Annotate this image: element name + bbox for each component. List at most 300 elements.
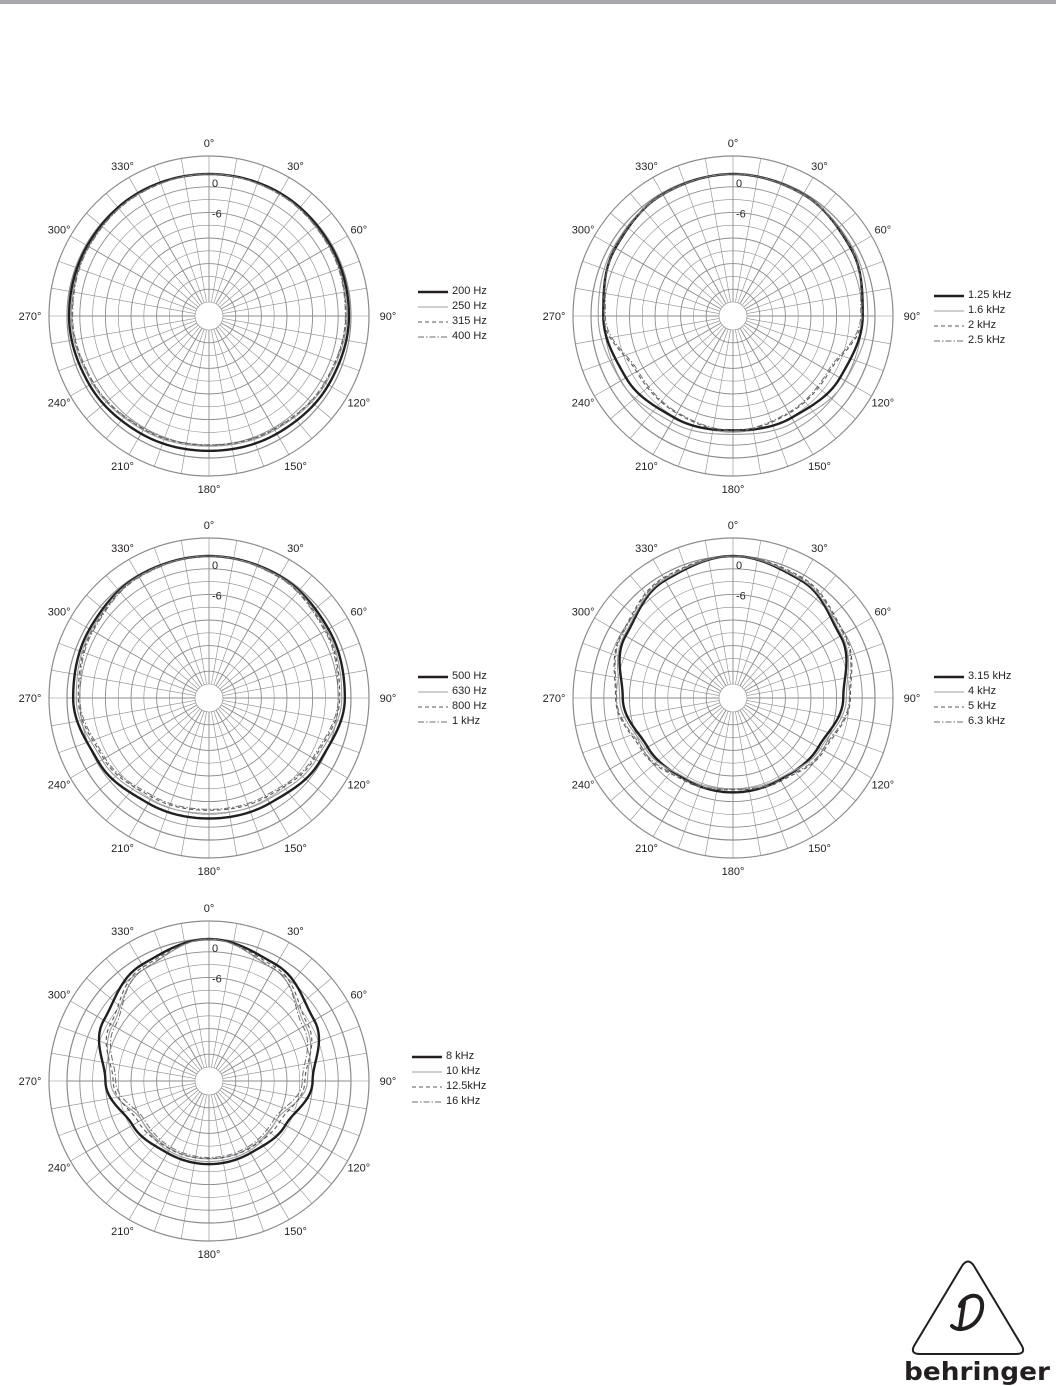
angle-label-5-300: 300° — [47, 989, 71, 1002]
legend-swatch — [418, 317, 448, 327]
grid-spoke-1-230 — [100, 325, 198, 407]
grid-spoke-2-140 — [742, 327, 824, 425]
legend-swatch — [934, 687, 964, 697]
grid-tick-2-140 — [824, 425, 836, 439]
grid-tick-5-210 — [129, 1204, 138, 1220]
grid-spoke-4-280 — [593, 673, 719, 695]
radial-label-4-1: -6 — [736, 590, 746, 603]
grid-tick-2-200 — [678, 449, 684, 466]
legend-swatch — [412, 1082, 442, 1092]
grid-tick-4-350 — [705, 540, 708, 558]
legend-label: 16 kHz — [446, 1095, 481, 1107]
grid-ring-4-0 — [719, 684, 747, 712]
angle-label-5-60: 60° — [350, 989, 368, 1002]
grid-tick-3-170 — [234, 838, 237, 856]
grid-tick-2-280 — [575, 288, 593, 291]
grid-spoke-5-50 — [220, 990, 318, 1072]
grid-spoke-4-100 — [747, 700, 873, 722]
grid-tick-5-300 — [70, 1001, 86, 1010]
radial-label-1-1: -6 — [212, 208, 222, 221]
grid-tick-1-130 — [318, 407, 332, 419]
radial-label-5-1: -6 — [212, 973, 222, 986]
angle-label-3-120: 120° — [347, 779, 371, 792]
grid-tick-5-40 — [300, 958, 312, 972]
grid-tick-3-260 — [51, 723, 69, 726]
grid-tick-1-120 — [332, 387, 348, 396]
grid-spoke-2-190 — [708, 330, 730, 456]
grid-tick-2-210 — [653, 439, 662, 455]
angle-label-3-30: 30° — [287, 543, 304, 556]
grid-spoke-1-100 — [223, 318, 349, 340]
angle-label-1-300: 300° — [47, 224, 71, 237]
legend-swatch — [418, 717, 448, 727]
grid-tick-3-250 — [59, 747, 76, 753]
angle-label-4-60: 60° — [874, 606, 892, 619]
grid-spoke-5-320 — [118, 972, 200, 1070]
grid-tick-4-220 — [630, 807, 642, 821]
legend-label: 315 Hz — [452, 315, 487, 327]
grid-tick-3-140 — [300, 807, 312, 821]
grid-tick-3-80 — [349, 670, 367, 673]
grid-tick-5-150 — [280, 1204, 289, 1220]
grid-spoke-1-80 — [223, 291, 349, 313]
top-rule — [0, 0, 1056, 4]
grid-tick-4-130 — [842, 789, 856, 801]
grid-tick-1-300 — [70, 236, 86, 245]
grid-ring-3-0 — [195, 684, 223, 712]
grid-spoke-4-130 — [744, 707, 842, 789]
grid-tick-2-150 — [804, 439, 813, 455]
legend-swatch — [934, 702, 964, 712]
grid-spoke-2-220 — [642, 327, 724, 425]
grid-spoke-1-280 — [69, 291, 195, 313]
grid-tick-1-280 — [51, 288, 69, 291]
legend-chart-5 — [412, 1049, 486, 1109]
angle-label-2-90: 90° — [903, 311, 921, 323]
legend-item-1-3 — [418, 314, 487, 329]
angle-label-1-210: 210° — [111, 460, 134, 473]
angle-label-5-210: 210° — [111, 1225, 134, 1238]
grid-tick-5-140 — [300, 1190, 312, 1204]
grid-tick-4-40 — [824, 575, 836, 589]
grid-tick-3-190 — [181, 838, 184, 856]
grid-spoke-5-350 — [184, 941, 206, 1067]
grid-tick-3-230 — [86, 789, 100, 801]
grid-spoke-3-130 — [220, 707, 318, 789]
angle-label-2-180: 180° — [721, 484, 745, 496]
grid-tick-4-160 — [782, 831, 788, 848]
grid-tick-3-300 — [70, 618, 86, 627]
polar-chart-2 — [542, 126, 921, 506]
grid-spoke-1-220 — [118, 327, 200, 425]
polar-chart-1 — [18, 126, 397, 506]
grid-tick-2-130 — [842, 407, 856, 419]
angle-label-4-270: 270° — [542, 693, 566, 705]
grid-ring-2-0 — [719, 302, 747, 330]
grid-spoke-5-10 — [211, 941, 233, 1067]
legend-item-4-2 — [934, 684, 1011, 699]
grid-tick-1-40 — [300, 193, 312, 207]
legend-swatch — [934, 717, 964, 727]
legend-label: 4 kHz — [968, 685, 997, 697]
grid-tick-1-110 — [342, 365, 359, 371]
radial-label-2-1: -6 — [736, 208, 746, 221]
grid-spoke-5-260 — [69, 1083, 195, 1105]
grid-tick-4-30 — [804, 559, 813, 575]
grid-spoke-4-50 — [744, 607, 842, 689]
angle-label-2-240: 240° — [571, 397, 595, 410]
legend-label: 400 Hz — [452, 330, 487, 342]
legend-label: 6.3 kHz — [968, 715, 1006, 727]
grid-tick-2-330 — [653, 177, 662, 193]
grid-tick-4-250 — [583, 747, 600, 753]
grid-spoke-3-40 — [218, 589, 300, 687]
angle-label-5-180: 180° — [197, 1249, 221, 1261]
grid-tick-3-220 — [106, 807, 118, 821]
grid-tick-2-310 — [610, 213, 624, 225]
grid-spoke-1-170 — [211, 330, 233, 456]
grid-spoke-1-310 — [100, 225, 198, 307]
grid-tick-4-330 — [653, 559, 662, 575]
grid-spoke-4-10 — [735, 558, 757, 684]
grid-tick-3-200 — [154, 831, 160, 848]
angle-label-1-0: 0° — [203, 138, 215, 150]
grid-tick-5-230 — [86, 1172, 100, 1184]
grid-tick-2-340 — [678, 166, 684, 183]
grid-tick-3-290 — [59, 643, 76, 649]
grid-spoke-4-170 — [735, 712, 757, 838]
angle-label-4-210: 210° — [635, 842, 658, 855]
grid-tick-2-60 — [856, 236, 872, 245]
radial-label-5-0: 0 — [212, 943, 219, 955]
grid-spoke-3-350 — [184, 558, 206, 684]
grid-tick-2-110 — [866, 365, 883, 371]
grid-tick-4-340 — [678, 548, 684, 565]
grid-tick-5-220 — [106, 1190, 118, 1204]
legend-swatch — [412, 1052, 442, 1062]
grid-tick-5-160 — [258, 1214, 264, 1231]
grid-spoke-2-50 — [744, 225, 842, 307]
angle-label-3-300: 300° — [47, 606, 71, 619]
legend-label: 1.6 kHz — [968, 304, 1006, 316]
grid-tick-5-50 — [318, 978, 332, 990]
grid-spoke-4-310 — [624, 607, 722, 689]
radial-label-3-1: -6 — [212, 590, 222, 603]
grid-tick-1-30 — [280, 177, 289, 193]
grid-tick-4-80 — [873, 670, 891, 673]
angle-label-5-150: 150° — [284, 1225, 307, 1238]
legend-item-2-4 — [934, 333, 1011, 348]
grid-tick-2-160 — [782, 449, 788, 466]
grid-spoke-2-280 — [593, 291, 719, 313]
logo-emblem-icon — [952, 1296, 982, 1329]
legend-item-2-1 — [934, 288, 1011, 303]
grid-spoke-1-140 — [218, 327, 300, 425]
grid-tick-4-300 — [594, 618, 610, 627]
grid-spoke-5-280 — [69, 1056, 195, 1078]
grid-tick-4-20 — [782, 548, 788, 565]
grid-tick-1-290 — [59, 261, 76, 267]
legend-label: 5 kHz — [968, 700, 997, 712]
grid-tick-2-30 — [804, 177, 813, 193]
legend-chart-1 — [418, 284, 487, 344]
angle-label-2-120: 120° — [871, 397, 895, 410]
grid-spoke-1-40 — [218, 207, 300, 305]
grid-tick-3-320 — [106, 575, 118, 589]
grid-tick-2-240 — [594, 387, 610, 396]
legend-label: 1 kHz — [452, 715, 481, 727]
legend-item-4-1 — [934, 669, 1011, 684]
grid-tick-1-190 — [181, 456, 184, 474]
grid-spoke-1-130 — [220, 325, 318, 407]
grid-tick-3-10 — [234, 540, 237, 558]
logo-triangle — [913, 1262, 1023, 1355]
legend-label: 250 Hz — [452, 300, 487, 312]
legend-item-5-4 — [412, 1094, 486, 1109]
grid-tick-2-290 — [583, 261, 600, 267]
grid-spoke-1-320 — [118, 207, 200, 305]
angle-label-4-0: 0° — [727, 520, 739, 532]
grid-tick-4-140 — [824, 807, 836, 821]
angle-label-1-30: 30° — [287, 161, 304, 174]
legend-chart-3 — [418, 669, 487, 729]
legend-label: 8 kHz — [446, 1050, 475, 1062]
grid-tick-2-20 — [782, 166, 788, 183]
grid-spoke-2-350 — [708, 176, 730, 302]
legend-swatch — [418, 287, 448, 297]
grid-spoke-1-350 — [184, 176, 206, 302]
angle-label-4-90: 90° — [903, 693, 921, 705]
grid-tick-4-230 — [610, 789, 624, 801]
grid-tick-3-130 — [318, 789, 332, 801]
legend-label: 12.5kHz — [446, 1080, 487, 1092]
grid-tick-1-230 — [86, 407, 100, 419]
grid-tick-5-200 — [154, 1214, 160, 1231]
grid-tick-5-30 — [280, 942, 289, 958]
angle-label-3-240: 240° — [47, 779, 71, 792]
grid-tick-5-60 — [332, 1001, 348, 1010]
grid-tick-3-150 — [280, 821, 289, 837]
legend-item-3-2 — [418, 684, 487, 699]
grid-tick-3-110 — [342, 747, 359, 753]
legend-item-5-2 — [412, 1064, 486, 1079]
grid-tick-2-50 — [842, 213, 856, 225]
legend-item-2-2 — [934, 303, 1011, 318]
grid-tick-2-320 — [630, 193, 642, 207]
angle-label-2-330: 330° — [635, 161, 658, 174]
grid-tick-1-160 — [258, 449, 264, 466]
grid-spoke-4-230 — [624, 707, 722, 789]
angle-label-5-30: 30° — [287, 926, 304, 939]
grid-tick-1-320 — [106, 193, 118, 207]
legend-swatch — [934, 321, 964, 331]
grid-tick-1-250 — [59, 365, 76, 371]
grid-tick-4-200 — [678, 831, 684, 848]
angle-label-2-270: 270° — [542, 311, 566, 323]
grid-tick-1-170 — [234, 456, 237, 474]
grid-spoke-1-260 — [69, 318, 195, 340]
behringer-logo — [902, 1256, 1052, 1386]
grid-tick-5-240 — [70, 1152, 86, 1161]
legend-item-1-2 — [418, 299, 487, 314]
angle-label-2-210: 210° — [635, 460, 658, 473]
legend-label: 3.15 kHz — [968, 670, 1012, 682]
angle-label-1-180: 180° — [197, 484, 221, 496]
grid-spoke-5-140 — [218, 1092, 300, 1190]
grid-tick-2-10 — [758, 158, 761, 176]
grid-tick-2-40 — [824, 193, 836, 207]
grid-tick-4-100 — [873, 723, 891, 726]
grid-tick-1-350 — [181, 158, 184, 176]
grid-tick-5-190 — [181, 1221, 184, 1239]
grid-tick-3-70 — [342, 643, 359, 649]
legend-swatch — [418, 687, 448, 697]
legend-swatch — [418, 302, 448, 312]
grid-spoke-2-310 — [624, 225, 722, 307]
grid-tick-3-40 — [300, 575, 312, 589]
grid-tick-5-350 — [181, 923, 184, 941]
grid-tick-1-20 — [258, 166, 264, 183]
angle-label-4-240: 240° — [571, 779, 595, 792]
grid-tick-2-190 — [705, 456, 708, 474]
grid-tick-4-10 — [758, 540, 761, 558]
grid-tick-4-70 — [866, 643, 883, 649]
grid-spoke-3-100 — [223, 700, 349, 722]
grid-tick-5-340 — [154, 931, 160, 948]
angle-label-4-300: 300° — [571, 606, 595, 619]
grid-tick-3-280 — [51, 670, 69, 673]
grid-tick-3-210 — [129, 821, 138, 837]
polar-chart-5 — [18, 891, 397, 1271]
grid-spoke-5-80 — [223, 1056, 349, 1078]
grid-spoke-5-220 — [118, 1092, 200, 1190]
grid-tick-3-310 — [86, 595, 100, 607]
grid-spoke-5-100 — [223, 1083, 349, 1105]
angle-label-2-150: 150° — [808, 460, 831, 473]
grid-tick-1-210 — [129, 439, 138, 455]
grid-tick-2-170 — [758, 456, 761, 474]
grid-spoke-4-80 — [747, 673, 873, 695]
angle-label-3-0: 0° — [203, 520, 215, 532]
grid-tick-1-330 — [129, 177, 138, 193]
grid-tick-3-50 — [318, 595, 332, 607]
grid-tick-3-330 — [129, 559, 138, 575]
grid-tick-5-100 — [349, 1106, 367, 1109]
legend-label: 10 kHz — [446, 1065, 481, 1077]
grid-tick-4-120 — [856, 769, 872, 778]
grid-tick-2-220 — [630, 425, 642, 439]
angle-label-3-210: 210° — [111, 842, 134, 855]
grid-tick-3-30 — [280, 559, 289, 575]
grid-spoke-3-50 — [220, 607, 318, 689]
angle-label-1-330: 330° — [111, 161, 134, 174]
grid-tick-4-240 — [594, 769, 610, 778]
grid-spoke-1-10 — [211, 176, 233, 302]
angle-label-2-30: 30° — [811, 161, 828, 174]
grid-spoke-4-260 — [593, 700, 719, 722]
grid-spoke-1-50 — [220, 225, 318, 307]
legend-swatch — [418, 672, 448, 682]
angle-label-5-120: 120° — [347, 1162, 371, 1175]
grid-tick-1-50 — [318, 213, 332, 225]
radial-label-1-0: 0 — [212, 178, 219, 190]
grid-tick-3-160 — [258, 831, 264, 848]
grid-tick-2-260 — [575, 341, 593, 344]
grid-tick-1-260 — [51, 341, 69, 344]
grid-tick-4-320 — [630, 575, 642, 589]
grid-tick-3-240 — [70, 769, 86, 778]
grid-tick-3-340 — [154, 548, 160, 565]
grid-spoke-2-80 — [747, 291, 873, 313]
grid-tick-5-260 — [51, 1106, 69, 1109]
grid-tick-4-150 — [804, 821, 813, 837]
grid-tick-4-280 — [575, 670, 593, 673]
legend-swatch — [412, 1067, 442, 1077]
grid-tick-5-130 — [318, 1172, 332, 1184]
grid-tick-1-220 — [106, 425, 118, 439]
legend-item-5-3 — [412, 1079, 486, 1094]
legend-label: 800 Hz — [452, 700, 487, 712]
grid-tick-5-80 — [349, 1053, 367, 1056]
grid-tick-1-310 — [86, 213, 100, 225]
grid-spoke-2-170 — [735, 330, 757, 456]
grid-spoke-3-320 — [118, 589, 200, 687]
angle-label-1-90: 90° — [379, 311, 397, 323]
legend-label: 2 kHz — [968, 319, 997, 331]
grid-tick-3-100 — [349, 723, 367, 726]
angle-label-3-150: 150° — [284, 842, 307, 855]
angle-label-5-90: 90° — [379, 1076, 397, 1088]
grid-spoke-3-230 — [100, 707, 198, 789]
legend-label: 1.25 kHz — [968, 289, 1012, 301]
legend-item-4-3 — [934, 699, 1011, 714]
grid-spoke-4-190 — [708, 712, 730, 838]
polar-chart-3 — [18, 508, 397, 888]
grid-tick-5-110 — [342, 1130, 359, 1136]
grid-tick-1-340 — [154, 166, 160, 183]
grid-tick-2-250 — [583, 365, 600, 371]
grid-ring-1-0 — [195, 302, 223, 330]
grid-tick-3-60 — [332, 618, 348, 627]
angle-label-1-270: 270° — [18, 311, 42, 323]
grid-tick-2-230 — [610, 407, 624, 419]
radial-label-3-0: 0 — [212, 560, 219, 572]
grid-tick-5-310 — [86, 978, 100, 990]
grid-tick-2-350 — [705, 158, 708, 176]
grid-spoke-3-10 — [211, 558, 233, 684]
grid-spoke-3-260 — [69, 700, 195, 722]
grid-tick-5-320 — [106, 958, 118, 972]
grid-tick-5-170 — [234, 1221, 237, 1239]
grid-spoke-5-40 — [218, 972, 300, 1070]
grid-tick-1-200 — [154, 449, 160, 466]
grid-tick-2-120 — [856, 387, 872, 396]
grid-tick-1-100 — [349, 341, 367, 344]
legend-swatch — [934, 336, 964, 346]
grid-tick-1-240 — [70, 387, 86, 396]
grid-tick-5-290 — [59, 1026, 76, 1032]
grid-spoke-2-320 — [642, 207, 724, 305]
grid-tick-4-60 — [856, 618, 872, 627]
legend-swatch — [418, 332, 448, 342]
legend-swatch — [934, 306, 964, 316]
legend-item-4-4 — [934, 714, 1011, 729]
grid-tick-3-350 — [181, 540, 184, 558]
grid-tick-5-330 — [129, 942, 138, 958]
grid-tick-1-140 — [300, 425, 312, 439]
legend-item-1-4 — [418, 329, 487, 344]
grid-spoke-3-280 — [69, 673, 195, 695]
